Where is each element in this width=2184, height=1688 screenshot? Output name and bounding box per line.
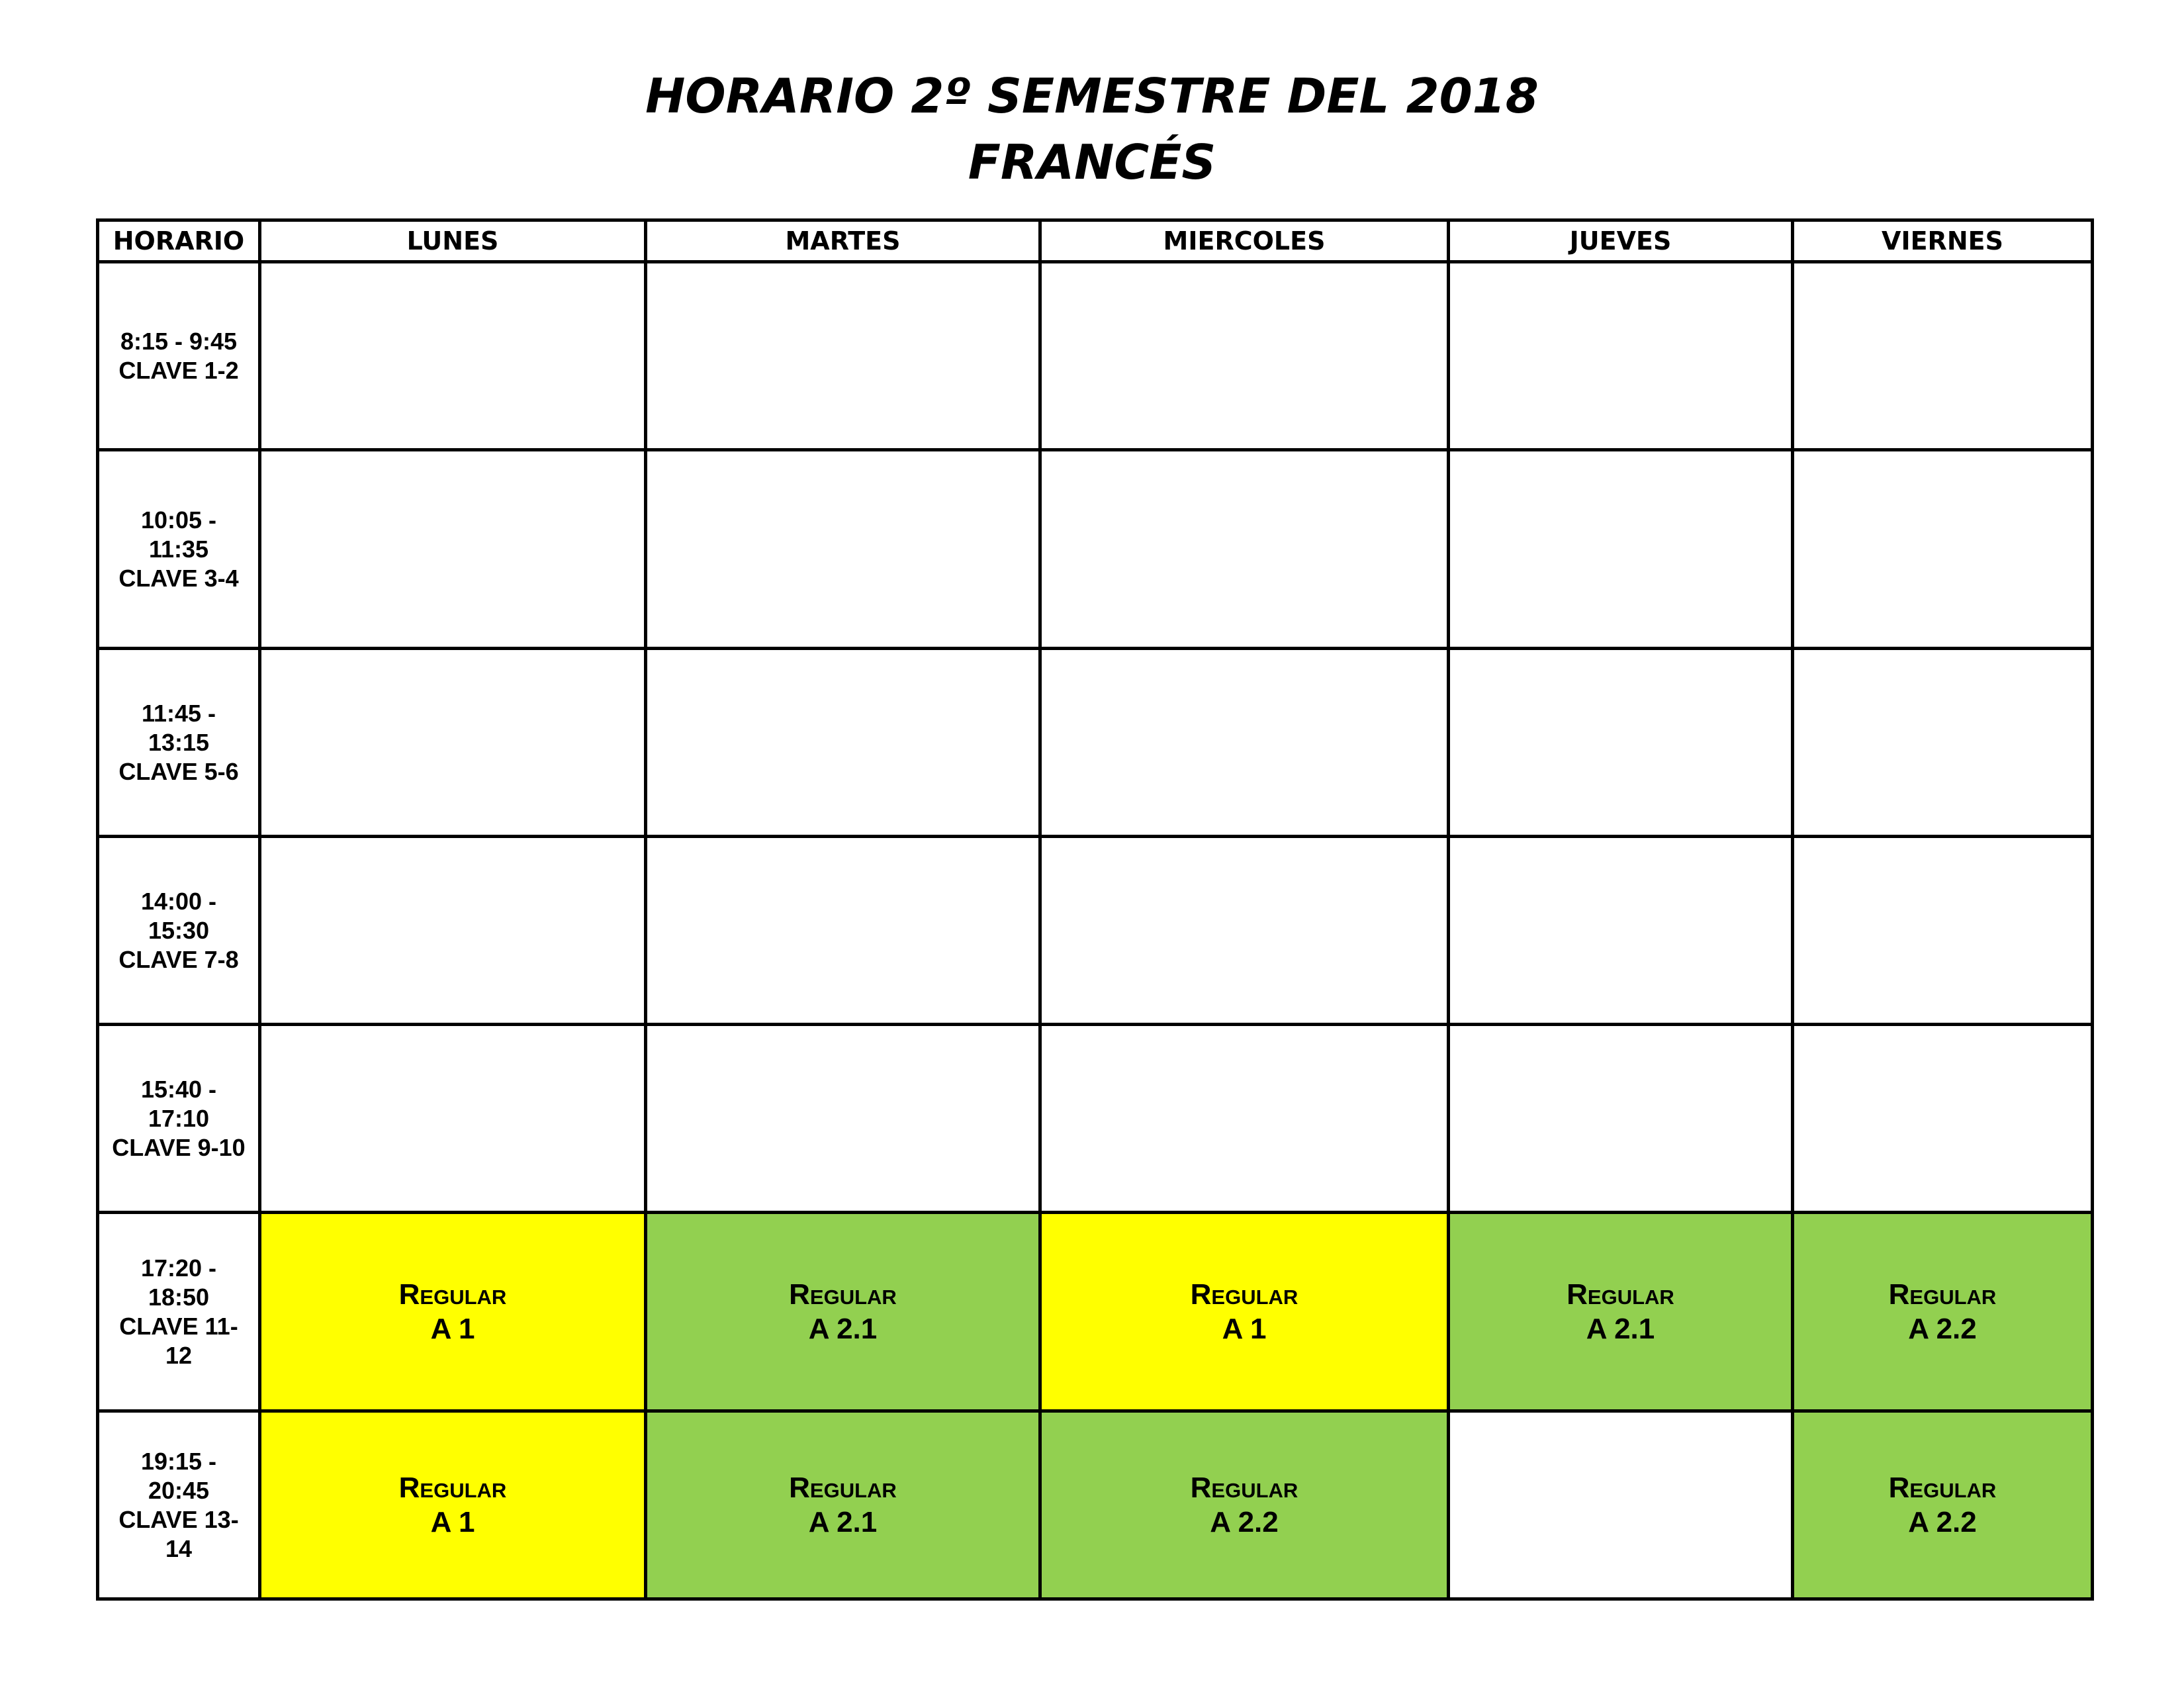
schedule-cell	[646, 837, 1040, 1025]
time-slot-cell	[98, 1213, 260, 1411]
schedule-cell	[1793, 450, 2093, 649]
schedule-cell	[260, 1411, 646, 1599]
schedule-cell	[1449, 1411, 1793, 1599]
schedule-cell	[260, 1213, 646, 1411]
schedule-cell	[646, 1411, 1040, 1599]
schedule-cell	[260, 262, 646, 450]
schedule-cell	[1040, 649, 1449, 837]
schedule-cell	[1040, 1411, 1449, 1599]
time-slot-label: 17:20 - 18:50 CLAVE 11- 12	[119, 1254, 238, 1369]
header-martes: MARTES	[646, 220, 1040, 262]
table-row	[98, 649, 2093, 837]
time-slot-cell	[98, 1025, 260, 1213]
schedule-body	[98, 262, 2093, 1599]
time-slot-label: 15:40 - 17:10 CLAVE 9-10	[112, 1075, 246, 1161]
course-group: A 2.1	[808, 1505, 878, 1538]
course-group: A 2.1	[808, 1312, 878, 1345]
course-group: A 2.1	[1586, 1312, 1655, 1345]
schedule-cell	[1449, 262, 1793, 450]
schedule-cell	[1040, 1025, 1449, 1213]
course-level: Regular	[398, 1278, 507, 1311]
header-miercoles: MIERCOLES	[1040, 220, 1449, 262]
course-level: Regular	[1888, 1471, 1997, 1504]
course-group: A 1	[430, 1312, 475, 1345]
table-row	[98, 262, 2093, 450]
schedule-cell	[1793, 262, 2093, 450]
time-slot-label: 14:00 - 15:30 CLAVE 7-8	[118, 887, 239, 973]
course-group: A 1	[430, 1505, 475, 1538]
schedule-cell	[646, 649, 1040, 837]
header-viernes: VIERNES	[1793, 220, 2093, 262]
table-row	[98, 450, 2093, 649]
schedule-cell	[1449, 649, 1793, 837]
course-level: Regular	[789, 1278, 897, 1311]
course-group: A 2.2	[1210, 1505, 1279, 1538]
schedule-cell	[1793, 1213, 2093, 1411]
table-row	[98, 1411, 2093, 1599]
schedule-cell	[1793, 649, 2093, 837]
time-slot-label: 11:45 - 13:15 CLAVE 5-6	[118, 699, 239, 785]
header-lunes: LUNES	[260, 220, 646, 262]
schedule-cell	[646, 1025, 1040, 1213]
time-slot-label: 10:05 - 11:35 CLAVE 3-4	[118, 506, 239, 592]
schedule-cell	[646, 1213, 1040, 1411]
schedule-cell	[1040, 450, 1449, 649]
table-row	[98, 1025, 2093, 1213]
schedule-cell	[1449, 1025, 1793, 1213]
schedule-cell	[1793, 1411, 2093, 1599]
schedule-cell	[646, 262, 1040, 450]
course-level: Regular	[398, 1471, 507, 1504]
title-line-2: FRANCÉS	[968, 134, 1216, 190]
course-group: A 1	[1222, 1312, 1267, 1345]
header-row	[98, 220, 2093, 262]
table-row	[98, 837, 2093, 1025]
schedule-cell	[646, 450, 1040, 649]
schedule-table	[96, 218, 2094, 1601]
document-title	[0, 63, 2184, 195]
schedule-cell	[1793, 837, 2093, 1025]
time-slot-cell	[98, 649, 260, 837]
schedule-cell	[1449, 1213, 1793, 1411]
schedule-cell	[1040, 1213, 1449, 1411]
time-slot-cell	[98, 837, 260, 1025]
schedule-cell	[1449, 450, 1793, 649]
course-level: Regular	[1888, 1278, 1997, 1311]
schedule-cell	[260, 649, 646, 837]
course-level: Regular	[1190, 1471, 1298, 1504]
time-slot-label: 19:15 - 20:45 CLAVE 13- 14	[118, 1447, 239, 1562]
time-slot-cell	[98, 262, 260, 450]
schedule-cell	[1040, 837, 1449, 1025]
course-group: A 2.2	[1908, 1312, 1977, 1345]
header-horario: HORARIO	[98, 220, 260, 262]
table-row	[98, 1213, 2093, 1411]
schedule-cell	[260, 450, 646, 649]
course-level: Regular	[1567, 1278, 1674, 1311]
course-group: A 2.2	[1908, 1505, 1977, 1538]
schedule-cell	[260, 1025, 646, 1213]
header-jueves: JUEVES	[1449, 220, 1793, 262]
schedule-cell	[260, 837, 646, 1025]
course-level: Regular	[789, 1471, 897, 1504]
schedule-cell	[1449, 837, 1793, 1025]
schedule-cell	[1793, 1025, 2093, 1213]
time-slot-label: 8:15 - 9:45 CLAVE 1-2	[118, 327, 239, 384]
time-slot-cell	[98, 1411, 260, 1599]
schedule-cell	[1040, 262, 1449, 450]
title-line-1: HORARIO 2º SEMESTRE DEL 2018	[645, 68, 1539, 124]
time-slot-cell	[98, 450, 260, 649]
course-level: Regular	[1190, 1278, 1298, 1311]
